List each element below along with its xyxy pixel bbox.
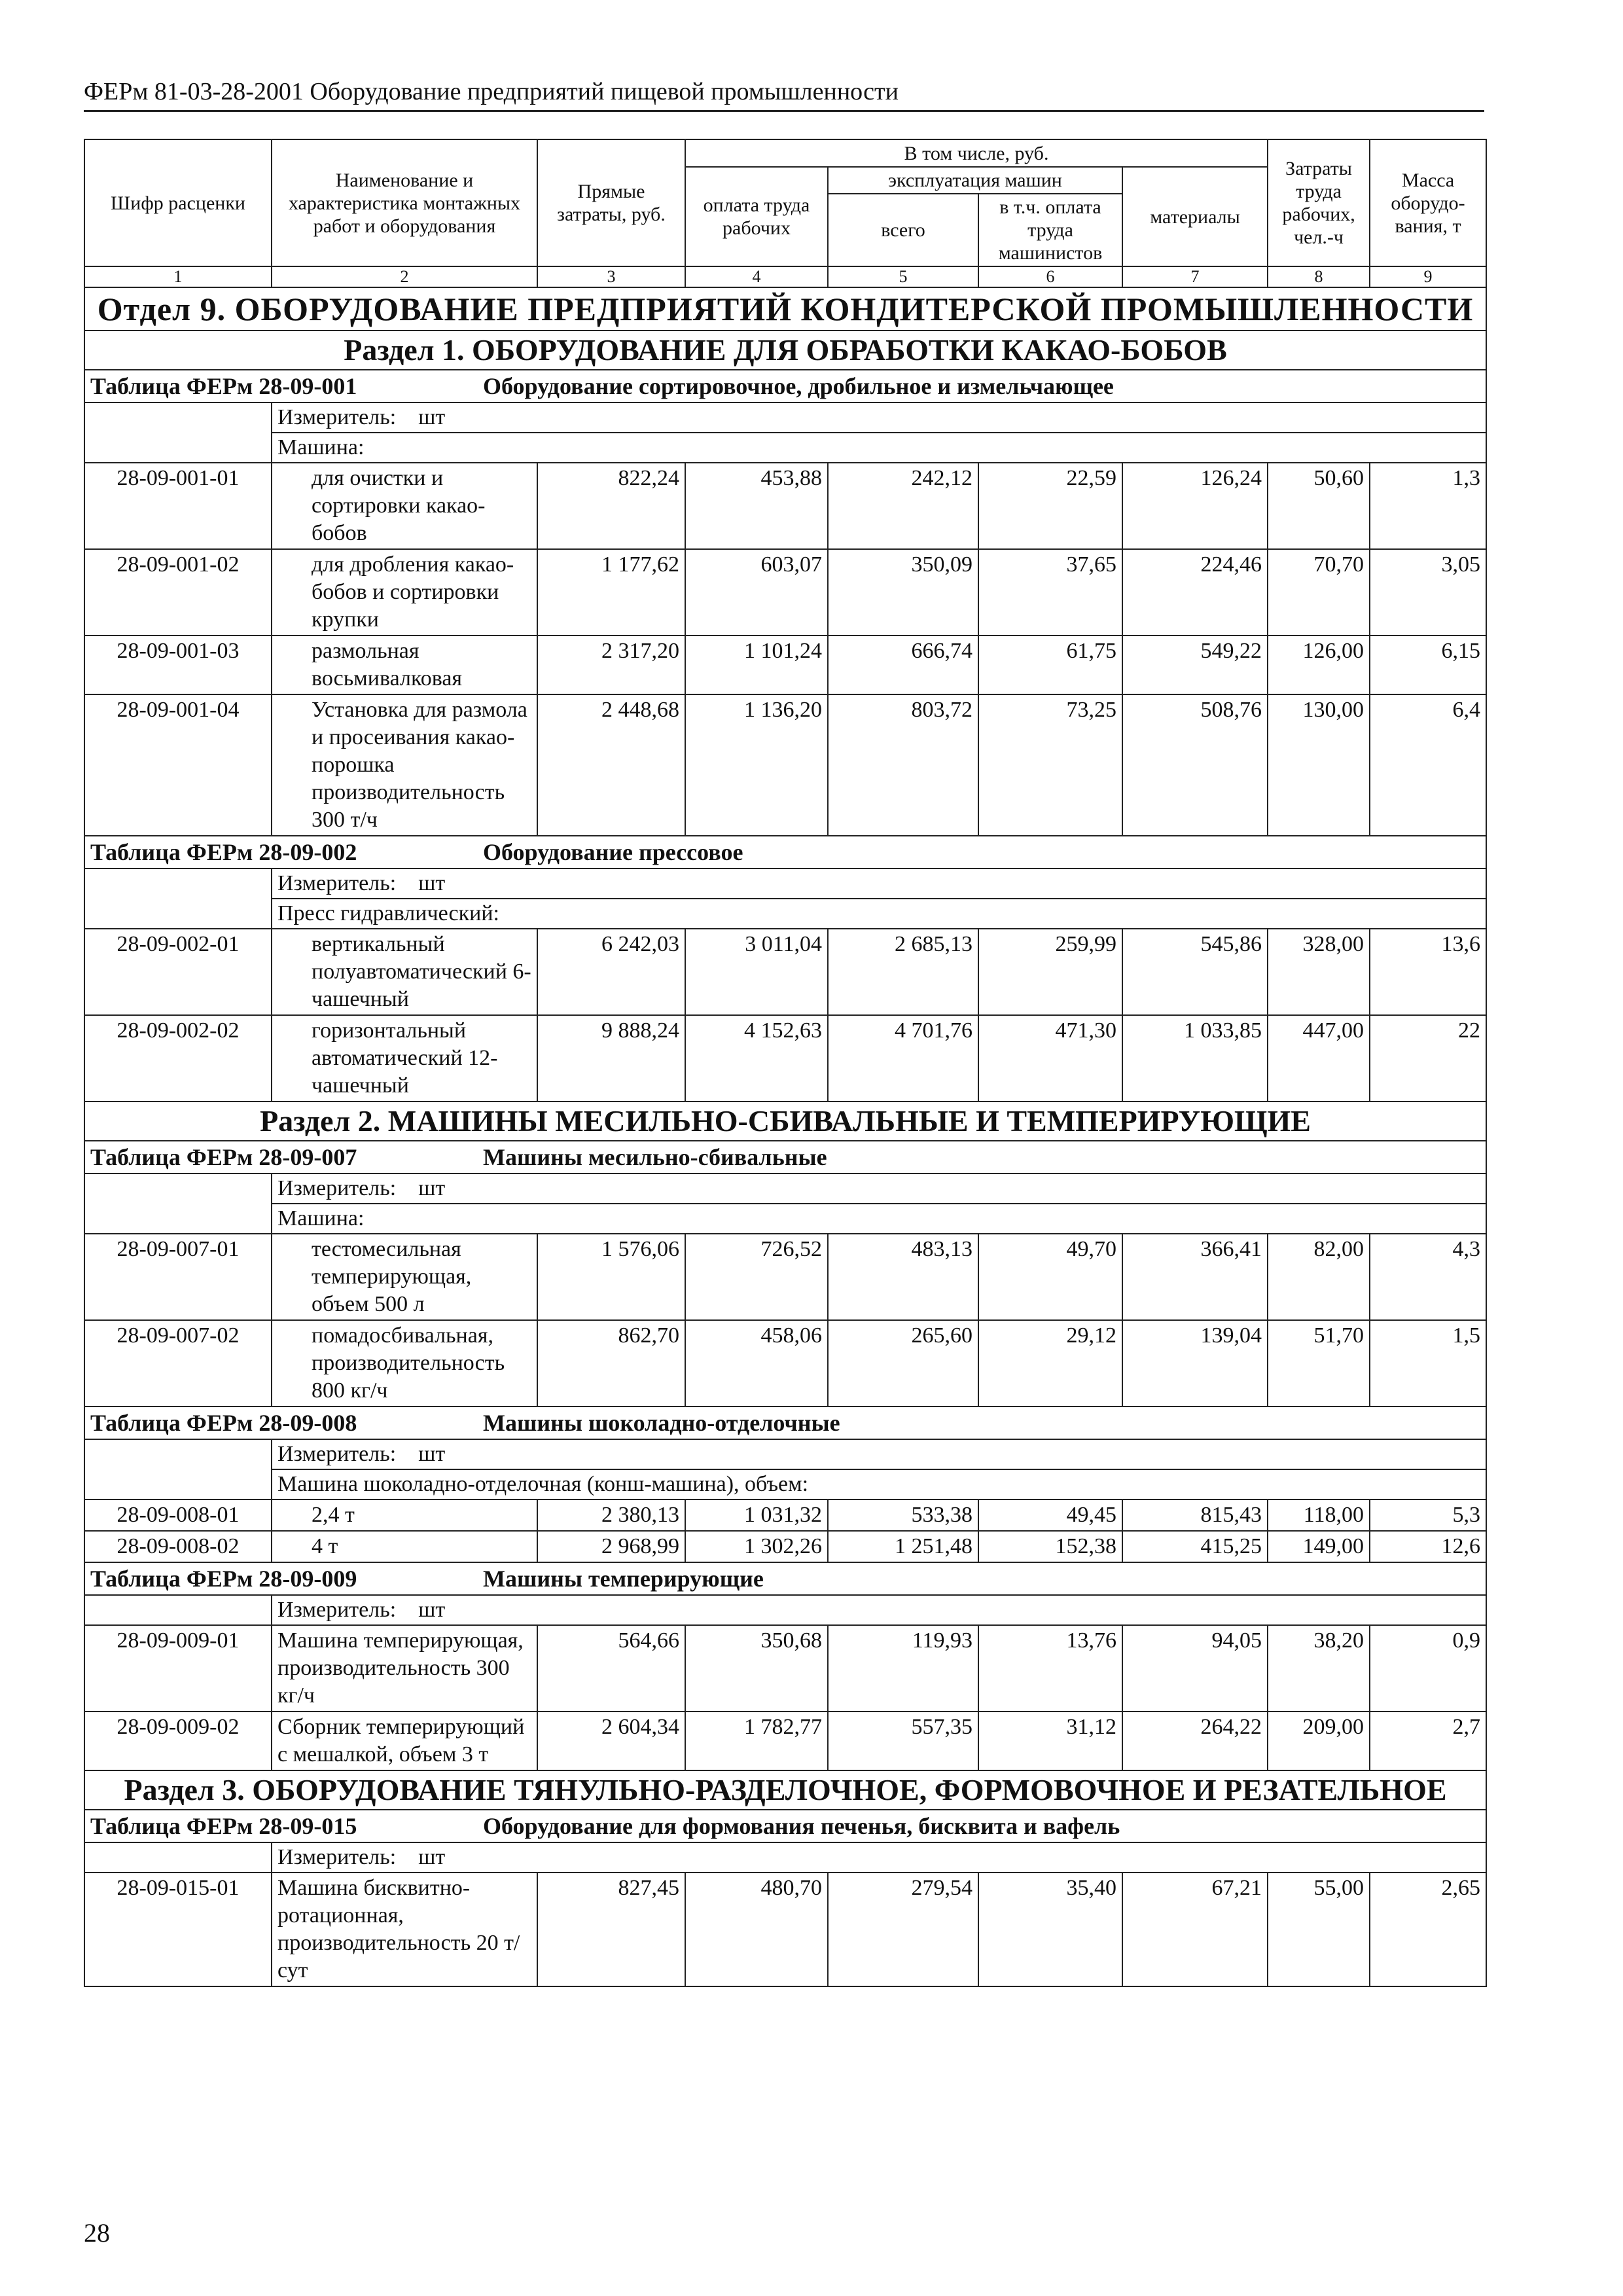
page-number: 28 — [84, 2218, 110, 2248]
rate-code: 28-09-002-01 — [84, 929, 272, 1015]
labor-hours: 328,00 — [1268, 929, 1370, 1015]
division-heading: Отдел 9. ОБОРУДОВАНИЕ ПРЕДПРИЯТИЙ КОНДИТЕРСКОЙ ПРОМЫШЛЕННОСТИ — [84, 287, 1486, 331]
col-number: 6 — [978, 266, 1122, 287]
work-name: Машина темперирующая, производительность 300 кг/ч — [272, 1625, 537, 1712]
group-label: Машина: — [272, 433, 1486, 463]
labor-hours: 82,00 — [1268, 1234, 1370, 1320]
table-title: Оборудование сортировочное, дробильное и измельчающее — [483, 373, 1114, 399]
rate-code: 28-09-009-01 — [84, 1625, 272, 1712]
work-name: тестомесильная темперирующая, объем 500 л — [272, 1234, 537, 1320]
machines-total: 557,35 — [828, 1712, 978, 1770]
table-row — [84, 636, 1486, 694]
mass: 22 — [1370, 1015, 1486, 1102]
direct-costs: 2 317,20 — [537, 636, 685, 694]
col-header-code: Шифр расценки — [84, 139, 272, 266]
work-name: для очистки и сортировки какао-бобов — [272, 463, 537, 549]
table-code: Таблица ФЕРм 28-09-015 — [90, 1813, 357, 1839]
operator-pay: 61,75 — [978, 636, 1122, 694]
worker-pay: 1 782,77 — [685, 1712, 828, 1770]
rates-table — [84, 139, 1487, 1987]
col-header-worker-pay: оплата труда рабочих — [685, 167, 828, 266]
table-title: Машины шоколадно-отделочные — [483, 1410, 840, 1436]
mass: 13,6 — [1370, 929, 1486, 1015]
table-caption — [84, 1562, 1486, 1595]
unit-row — [272, 1439, 1486, 1469]
mass: 12,6 — [1370, 1531, 1486, 1562]
machines-total: 2 685,13 — [828, 929, 978, 1015]
unit-value: шт — [418, 1176, 446, 1200]
col-number: 8 — [1268, 266, 1370, 287]
table-title: Машины месильно-сбивальные — [483, 1144, 827, 1170]
mass: 2,65 — [1370, 1873, 1486, 1986]
unit-row — [272, 403, 1486, 433]
direct-costs: 2 604,34 — [537, 1712, 685, 1770]
materials: 94,05 — [1122, 1625, 1268, 1712]
rate-code: 28-09-001-03 — [84, 636, 272, 694]
worker-pay: 726,52 — [685, 1234, 828, 1320]
section-heading: Раздел 1. ОБОРУДОВАНИЕ ДЛЯ ОБРАБОТКИ КАКАО-БОБОВ — [84, 331, 1486, 370]
operator-pay: 31,12 — [978, 1712, 1122, 1770]
worker-pay: 4 152,63 — [685, 1015, 828, 1102]
col-number: 1 — [84, 266, 272, 287]
unit-label: Измеритель: — [277, 1176, 397, 1200]
mass: 6,4 — [1370, 694, 1486, 836]
materials: 549,22 — [1122, 636, 1268, 694]
direct-costs: 1 576,06 — [537, 1234, 685, 1320]
table-code: Таблица ФЕРм 28-09-008 — [90, 1410, 357, 1436]
unit-label: Измеритель: — [277, 1845, 397, 1869]
unit-row — [272, 869, 1486, 899]
worker-pay: 1 031,32 — [685, 1499, 828, 1531]
table-row — [84, 694, 1486, 836]
rate-code: 28-09-001-02 — [84, 549, 272, 636]
col-header-direct-costs: Прямые затраты, руб. — [537, 139, 685, 266]
machines-total: 119,93 — [828, 1625, 978, 1712]
unit-value: шт — [418, 871, 446, 895]
unit-label: Измеритель: — [277, 405, 397, 429]
table-row — [84, 1320, 1486, 1407]
materials: 126,24 — [1122, 463, 1268, 549]
worker-pay: 3 011,04 — [685, 929, 828, 1015]
work-name: размольная восьмивалковая — [272, 636, 537, 694]
table-row — [84, 1873, 1486, 1986]
operator-pay: 35,40 — [978, 1873, 1122, 1986]
col-number: 7 — [1122, 266, 1268, 287]
labor-hours: 447,00 — [1268, 1015, 1370, 1102]
table-row — [84, 1499, 1486, 1531]
rate-code: 28-09-015-01 — [84, 1873, 272, 1986]
operator-pay: 152,38 — [978, 1531, 1122, 1562]
table-body — [84, 287, 1486, 1986]
table-row — [84, 929, 1486, 1015]
unit-label: Измеритель: — [277, 1442, 397, 1466]
machines-total: 666,74 — [828, 636, 978, 694]
col-header-operator-pay: в т.ч. оплата труда машинистов — [978, 194, 1122, 266]
machines-total: 279,54 — [828, 1873, 978, 1986]
unit-value: шт — [418, 1845, 446, 1869]
machines-total: 4 701,76 — [828, 1015, 978, 1102]
operator-pay: 13,76 — [978, 1625, 1122, 1712]
work-name: 4 т — [272, 1531, 537, 1562]
machines-total: 533,38 — [828, 1499, 978, 1531]
labor-hours: 130,00 — [1268, 694, 1370, 836]
rate-code: 28-09-001-01 — [84, 463, 272, 549]
work-name: Установка для размола и просеивания какао-порошка производительность 300 т/ч — [272, 694, 537, 836]
mass: 1,5 — [1370, 1320, 1486, 1407]
table-caption — [84, 1407, 1486, 1439]
operator-pay: 49,45 — [978, 1499, 1122, 1531]
unit-label: Измеритель: — [277, 871, 397, 895]
table-row — [84, 1531, 1486, 1562]
col-header-name: Наименование и характеристика монтажных работ и оборудования — [272, 139, 537, 266]
mass: 3,05 — [1370, 549, 1486, 636]
table-head — [84, 139, 1486, 287]
table-code: Таблица ФЕРм 28-09-009 — [90, 1566, 357, 1592]
labor-hours: 149,00 — [1268, 1531, 1370, 1562]
col-header-mass: Масса оборудо-вания, т — [1370, 139, 1486, 266]
direct-costs: 6 242,03 — [537, 929, 685, 1015]
table-code: Таблица ФЕРм 28-09-002 — [90, 839, 357, 865]
work-name: помадосбивальная, производительность 800 кг/ч — [272, 1320, 537, 1407]
labor-hours: 38,20 — [1268, 1625, 1370, 1712]
section-heading: Раздел 2. МАШИНЫ МЕСИЛЬНО-СБИВАЛЬНЫЕ И ТЕМПЕРИРУЮЩИЕ — [84, 1102, 1486, 1141]
materials: 139,04 — [1122, 1320, 1268, 1407]
table-caption — [84, 1141, 1486, 1174]
machines-total: 483,13 — [828, 1234, 978, 1320]
direct-costs: 862,70 — [537, 1320, 685, 1407]
work-name: вертикальный полуавтоматический 6-чашечный — [272, 929, 537, 1015]
worker-pay: 350,68 — [685, 1625, 828, 1712]
rates-table-container — [84, 139, 1486, 1987]
worker-pay: 1 101,24 — [685, 636, 828, 694]
unit-row — [272, 1174, 1486, 1204]
table-caption — [84, 1810, 1486, 1842]
labor-hours: 55,00 — [1268, 1873, 1370, 1986]
worker-pay: 458,06 — [685, 1320, 828, 1407]
unit-label: Измеритель: — [277, 1598, 397, 1622]
materials: 508,76 — [1122, 694, 1268, 836]
col-number: 2 — [272, 266, 537, 287]
col-number: 4 — [685, 266, 828, 287]
machines-total: 1 251,48 — [828, 1531, 978, 1562]
group-label: Машина: — [272, 1204, 1486, 1234]
operator-pay: 471,30 — [978, 1015, 1122, 1102]
unit-value: шт — [418, 1442, 446, 1466]
work-name: горизонтальный автоматический 12-чашечный — [272, 1015, 537, 1102]
machines-total: 803,72 — [828, 694, 978, 836]
direct-costs: 2 448,68 — [537, 694, 685, 836]
rate-code: 28-09-008-01 — [84, 1499, 272, 1531]
table-title: Машины темперирующие — [483, 1566, 764, 1592]
unit-value: шт — [418, 1598, 446, 1622]
table-code: Таблица ФЕРм 28-09-001 — [90, 373, 357, 399]
materials: 545,86 — [1122, 929, 1268, 1015]
work-name: Сборник темперирующий с мешалкой, объем 3 т — [272, 1712, 537, 1770]
direct-costs: 1 177,62 — [537, 549, 685, 636]
unit-value: шт — [418, 405, 446, 429]
labor-hours: 51,70 — [1268, 1320, 1370, 1407]
materials: 1 033,85 — [1122, 1015, 1268, 1102]
rate-code: 28-09-008-02 — [84, 1531, 272, 1562]
materials: 224,46 — [1122, 549, 1268, 636]
operator-pay: 259,99 — [978, 929, 1122, 1015]
rate-code: 28-09-007-02 — [84, 1320, 272, 1407]
table-row — [84, 1234, 1486, 1320]
labor-hours: 70,70 — [1268, 549, 1370, 636]
materials: 264,22 — [1122, 1712, 1268, 1770]
col-header-labor-hours: Затраты труда рабочих, чел.-ч — [1268, 139, 1370, 266]
materials: 815,43 — [1122, 1499, 1268, 1531]
direct-costs: 827,45 — [537, 1873, 685, 1986]
table-row — [84, 463, 1486, 549]
mass: 1,3 — [1370, 463, 1486, 549]
table-caption — [84, 370, 1486, 403]
mass: 2,7 — [1370, 1712, 1486, 1770]
operator-pay: 37,65 — [978, 549, 1122, 636]
mass: 0,9 — [1370, 1625, 1486, 1712]
machines-total: 265,60 — [828, 1320, 978, 1407]
operator-pay: 49,70 — [978, 1234, 1122, 1320]
operator-pay: 22,59 — [978, 463, 1122, 549]
rate-code: 28-09-001-04 — [84, 694, 272, 836]
table-row — [84, 549, 1486, 636]
labor-hours: 118,00 — [1268, 1499, 1370, 1531]
work-name: 2,4 т — [272, 1499, 537, 1531]
col-header-group: В том числе, руб. — [685, 139, 1268, 167]
direct-costs: 9 888,24 — [537, 1015, 685, 1102]
machines-total: 242,12 — [828, 463, 978, 549]
worker-pay: 453,88 — [685, 463, 828, 549]
col-header-machines-total: всего — [828, 194, 978, 266]
table-title: Оборудование для формования печенья, бисквита и вафель — [483, 1813, 1120, 1839]
work-name: для дробления какао-бобов и сортировки крупки — [272, 549, 537, 636]
direct-costs: 2 968,99 — [537, 1531, 685, 1562]
worker-pay: 1 302,26 — [685, 1531, 828, 1562]
worker-pay: 480,70 — [685, 1873, 828, 1986]
col-header-materials: материалы — [1122, 167, 1268, 266]
direct-costs: 822,24 — [537, 463, 685, 549]
rate-code: 28-09-007-01 — [84, 1234, 272, 1320]
labor-hours: 209,00 — [1268, 1712, 1370, 1770]
table-caption — [84, 836, 1486, 869]
worker-pay: 603,07 — [685, 549, 828, 636]
col-number: 3 — [537, 266, 685, 287]
operator-pay: 29,12 — [978, 1320, 1122, 1407]
labor-hours: 126,00 — [1268, 636, 1370, 694]
table-row — [84, 1625, 1486, 1712]
materials: 415,25 — [1122, 1531, 1268, 1562]
group-label: Пресс гидравлический: — [272, 899, 1486, 929]
materials: 366,41 — [1122, 1234, 1268, 1320]
col-header-machines: эксплуатация машин — [828, 167, 1122, 194]
table-row — [84, 1015, 1486, 1102]
unit-row — [272, 1595, 1486, 1625]
work-name: Машина бисквитно-ротационная, производительность 20 т/сут — [272, 1873, 537, 1986]
table-title: Оборудование прессовое — [483, 839, 743, 865]
section-heading: Раздел 3. ОБОРУДОВАНИЕ ТЯНУЛЬНО-РАЗДЕЛОЧНОЕ, ФОРМОВОЧНОЕ И РЕЗАТЕЛЬНОЕ — [84, 1770, 1486, 1810]
unit-row — [272, 1842, 1486, 1873]
mass: 6,15 — [1370, 636, 1486, 694]
worker-pay: 1 136,20 — [685, 694, 828, 836]
table-row — [84, 1712, 1486, 1770]
operator-pay: 73,25 — [978, 694, 1122, 836]
machines-total: 350,09 — [828, 549, 978, 636]
col-number: 5 — [828, 266, 978, 287]
labor-hours: 50,60 — [1268, 463, 1370, 549]
table-code: Таблица ФЕРм 28-09-007 — [90, 1144, 357, 1170]
rate-code: 28-09-002-02 — [84, 1015, 272, 1102]
rate-code: 28-09-009-02 — [84, 1712, 272, 1770]
direct-costs: 564,66 — [537, 1625, 685, 1712]
materials: 67,21 — [1122, 1873, 1268, 1986]
running-header: ФЕРм 81-03-28-2001 Оборудование предприятий пищевой промышленности — [84, 77, 1484, 112]
direct-costs: 2 380,13 — [537, 1499, 685, 1531]
group-label: Машина шоколадно-отделочная (конш-машина), объем: — [272, 1469, 1486, 1499]
mass: 5,3 — [1370, 1499, 1486, 1531]
col-number: 9 — [1370, 266, 1486, 287]
mass: 4,3 — [1370, 1234, 1486, 1320]
